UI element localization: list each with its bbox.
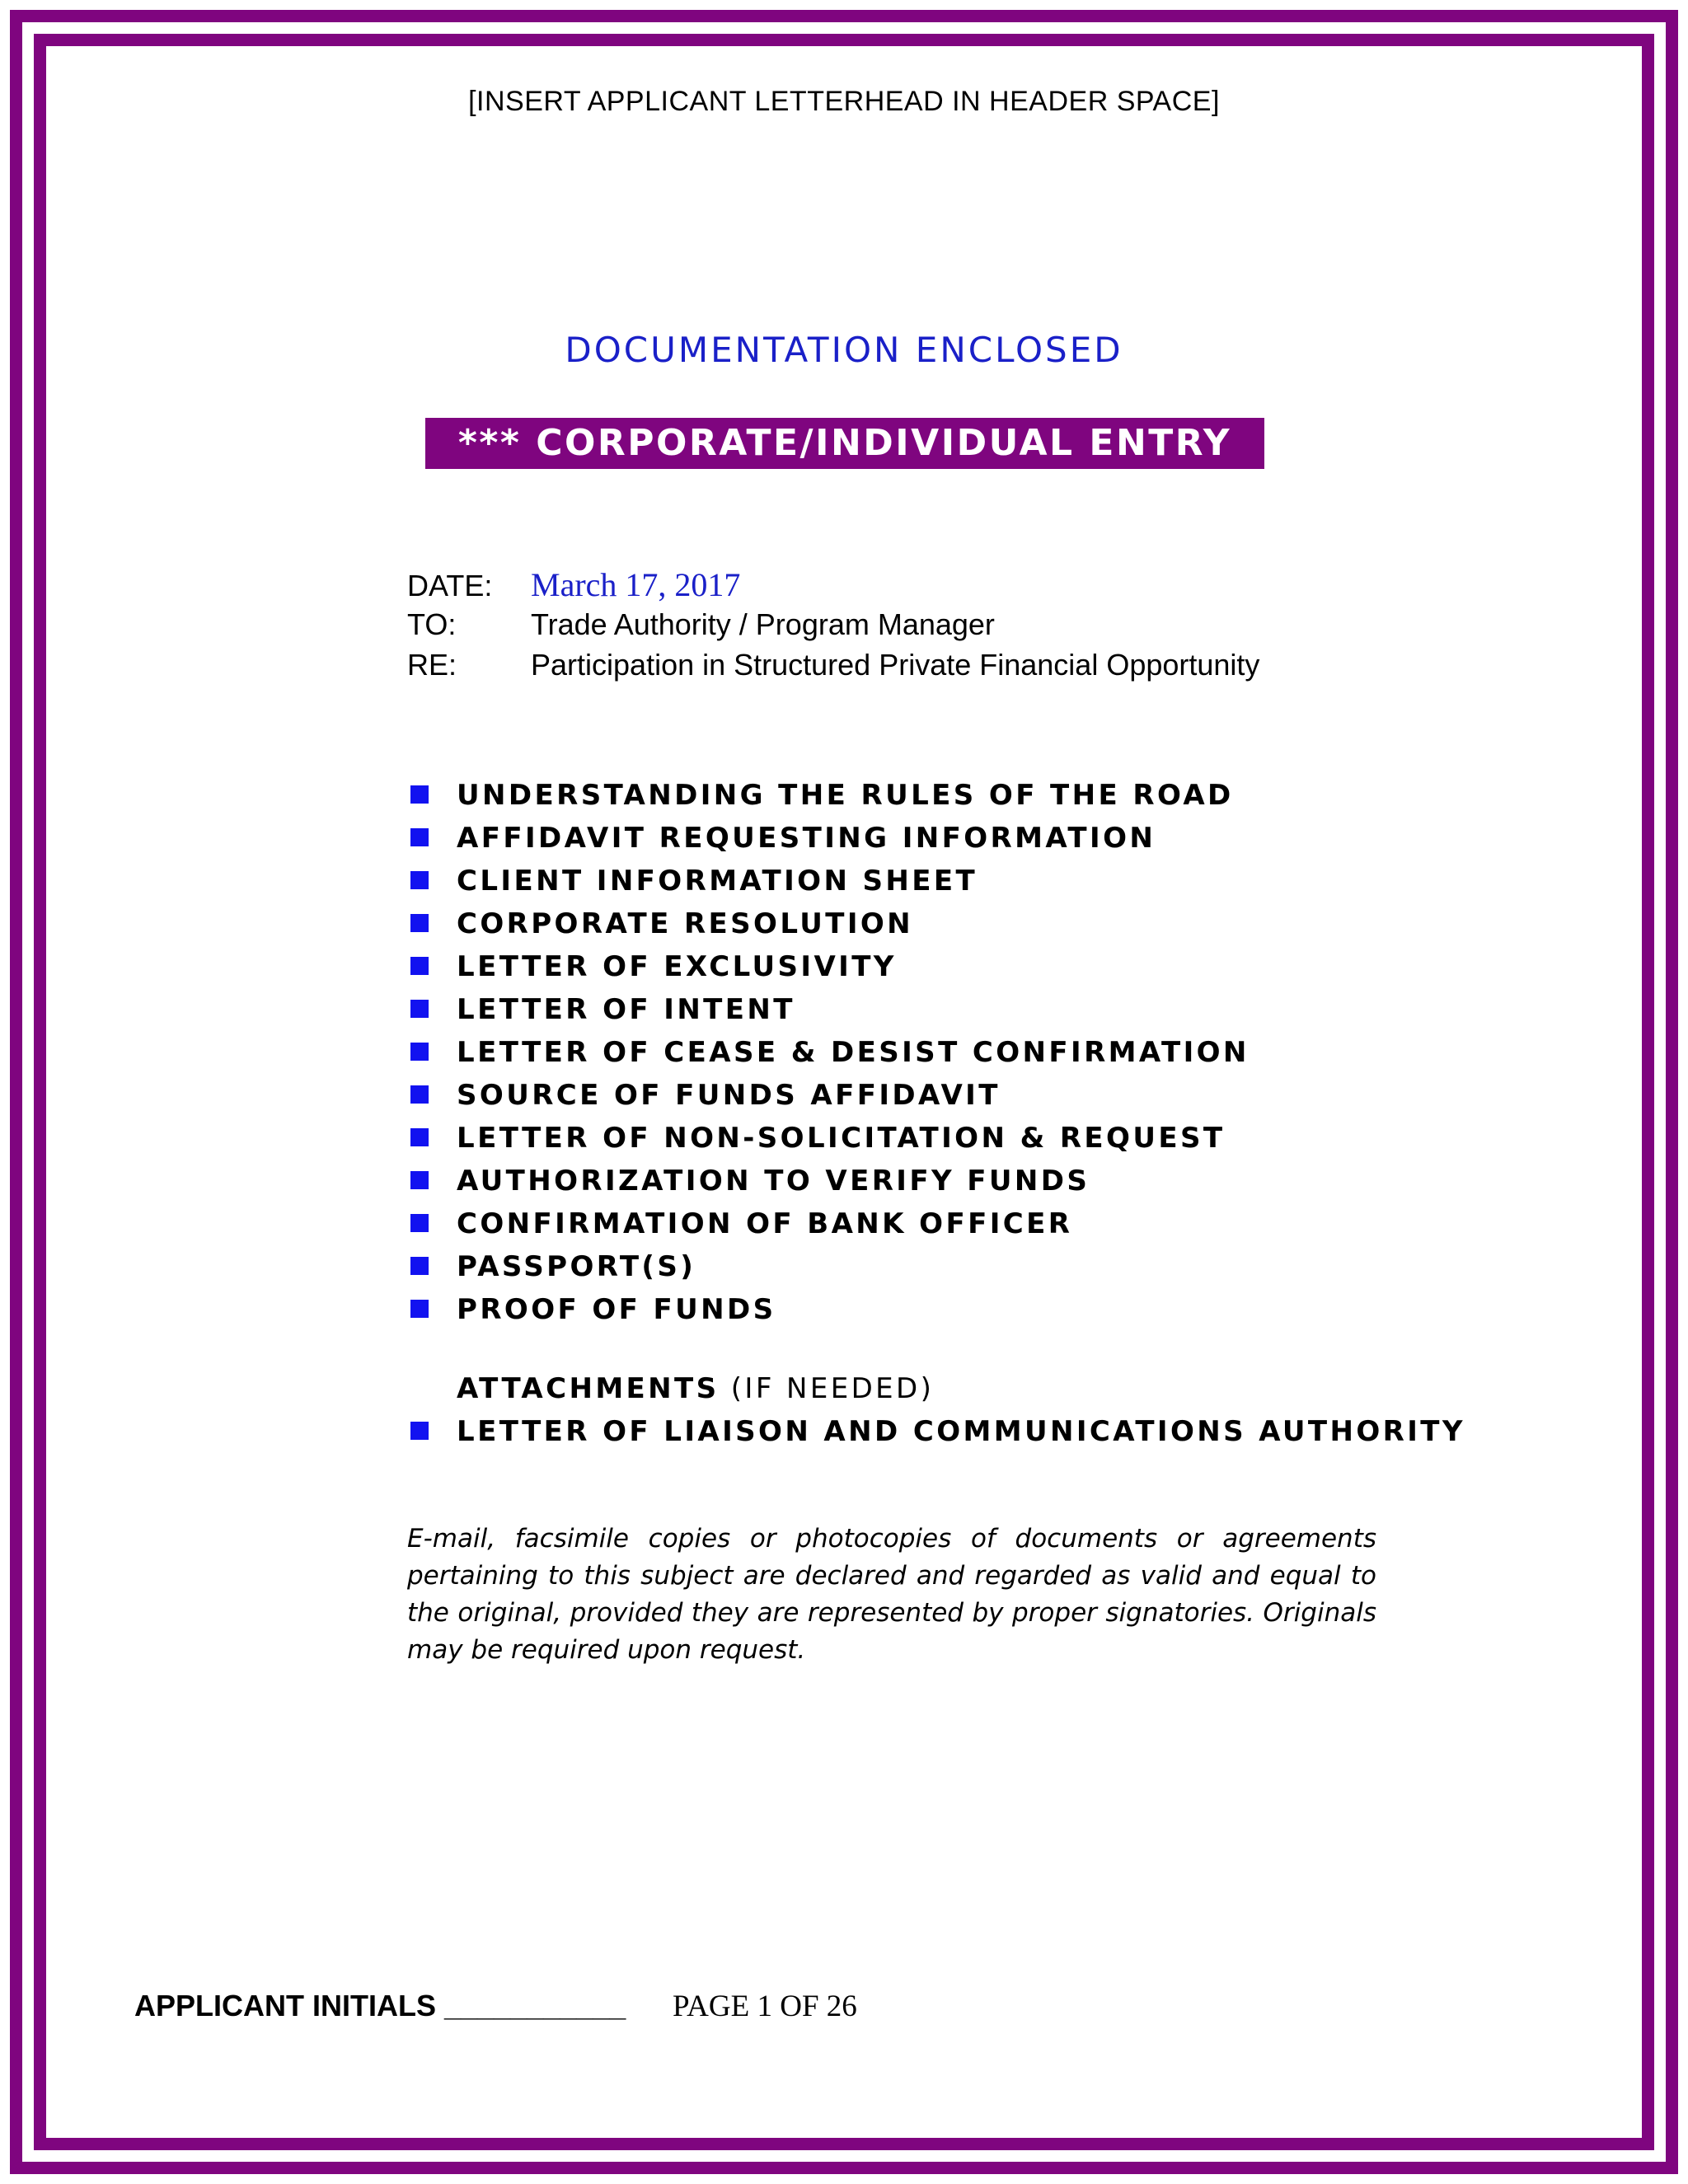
- square-bullet-icon: [410, 1128, 429, 1146]
- square-bullet-icon: [410, 1000, 429, 1018]
- square-bullet-icon: [410, 785, 429, 804]
- memo-to-row: [407, 607, 995, 642]
- document-item-label: UNDERSTANDING THE RULES OF THE ROAD: [457, 779, 1234, 812]
- memo-re-value: Participation in Structured Private Financial Opportunity: [531, 648, 1260, 682]
- attachment-item-label: LETTER OF LIAISON AND COMMUNICATIONS AUTHORITY: [457, 1415, 1465, 1448]
- memo-re-row: [407, 648, 1259, 682]
- memo-re-label: RE:: [407, 648, 457, 682]
- document-item-label: LETTER OF NON-SOLICITATION & REQUEST: [457, 1122, 1226, 1155]
- document-item-label: LETTER OF EXCLUSIVITY: [457, 950, 897, 983]
- square-bullet-icon: [410, 1171, 429, 1189]
- attachments-heading: [457, 1372, 934, 1405]
- documentation-enclosed-heading: DOCUMENTATION ENCLOSED: [565, 330, 1123, 370]
- document-item-label: AUTHORIZATION TO VERIFY FUNDS: [457, 1165, 1090, 1197]
- memo-date-label: DATE:: [407, 569, 493, 602]
- square-bullet-icon: [410, 828, 429, 846]
- letterhead-placeholder: [INSERT APPLICANT LETTERHEAD IN HEADER SPACE]: [468, 86, 1220, 117]
- document-item-label: AFFIDAVIT REQUESTING INFORMATION: [457, 822, 1156, 855]
- document-item-label: LETTER OF INTENT: [457, 993, 795, 1026]
- square-bullet-icon: [410, 1214, 429, 1232]
- square-bullet-icon: [410, 957, 429, 975]
- square-bullet-icon: [410, 1043, 429, 1061]
- memo-to-label: TO:: [407, 607, 457, 641]
- document-item-label: CLIENT INFORMATION SHEET: [457, 865, 978, 898]
- memo-date-value: March 17, 2017: [531, 566, 741, 603]
- document-item-label: CORPORATE RESOLUTION: [457, 907, 914, 940]
- square-bullet-icon: [410, 871, 429, 889]
- attachments-qualifier: (IF NEEDED): [730, 1372, 935, 1405]
- square-bullet-icon: [410, 1300, 429, 1318]
- document-item-label: CONFIRMATION OF BANK OFFICER: [457, 1207, 1073, 1240]
- document-item-label: PROOF OF FUNDS: [457, 1293, 776, 1326]
- memo-date-row: [407, 565, 740, 604]
- square-bullet-icon: [410, 1085, 429, 1104]
- disclaimer-paragraph: E-mail, facsimile copies or photocopies of documents or agreements pertaining to this subject are declared and regarded as valid and equal to the original, provided they are represented by proper signatories. Originals may be required upon request.: [407, 1524, 1376, 1665]
- applicant-initials-field: APPLICANT INITIALS ___________: [134, 1989, 626, 2022]
- document-item-label: SOURCE OF FUNDS AFFIDAVIT: [457, 1079, 1001, 1112]
- square-bullet-icon: [410, 914, 429, 932]
- memo-to-value: Trade Authority / Program Manager: [531, 607, 995, 641]
- entry-banner: *** CORPORATE/INDIVIDUAL ENTRY ***: [425, 418, 1264, 469]
- square-bullet-icon: [410, 1257, 429, 1275]
- attachments-heading-label: ATTACHMENTS: [457, 1372, 720, 1405]
- document-item-label: PASSPORT(S): [457, 1250, 696, 1283]
- document-item-label: LETTER OF CEASE & DESIST CONFIRMATION: [457, 1036, 1250, 1069]
- square-bullet-icon: [410, 1422, 429, 1440]
- page-number: PAGE 1 OF 26: [673, 1990, 857, 2023]
